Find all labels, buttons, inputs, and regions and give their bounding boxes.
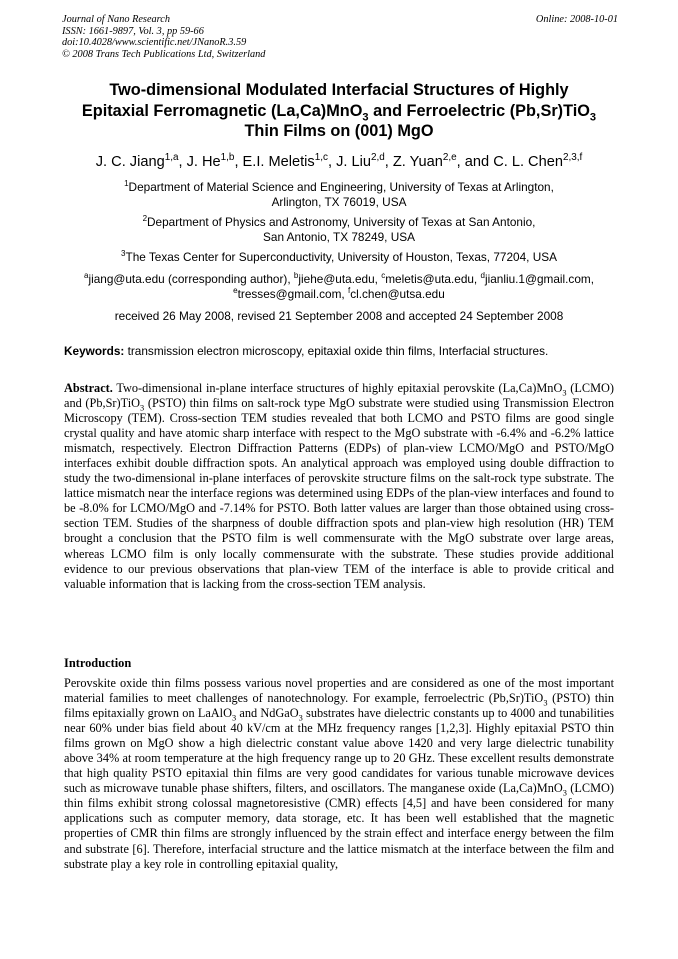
title-line-2: Epitaxial Ferromagnetic (La,Ca)MnO$_3$ and Ferroelectric (Pb,Sr)TiO$_3$: [81, 101, 597, 123]
author: Z. Yuan: [392, 154, 443, 170]
abstract-label: Abstract.: [64, 381, 113, 395]
author: E.I. Meletis: [242, 154, 315, 170]
keywords-text: transmission electron microscopy, epitaxial oxide thin films, Interfacial structures.: [124, 344, 549, 358]
author: J. C. Jiang: [95, 154, 165, 170]
section-heading-introduction: Introduction: [64, 656, 132, 670]
journal-issn: ISSN: 1661-9897, Vol. 3, pp 59-66: [62, 25, 204, 37]
author: C. L. Chen: [493, 154, 563, 170]
abstract: Abstract. Two-dimensional in-plane interface structures of highly epitaxial perovskite (La,Ca)MnO$_3$ (LCMO) and (Pb,Sr)TiO$_3$ (PSTO) thin films on salt-rock type MgO substrate were studied using Transmission Electron Microscopy (TEM). Cross-section TEM studies revealed that both LCMO and PSTO films are good single crystal quality and have atomic sharp interface with respect to the MgO substrate with -6.4% and -6.2% lattice mismatch, respectively. Electron Diffraction Patterns (EDPs) of plan-view LCMO/MgO and PSTO/MgO interfaces exhibit double diffraction spots. An analytical approach was employed using double diffraction to study the two-dimensional in-plane interfaces of perovskite structure films on the salt-rock type substrate. The lattice mismatch near the interface regions was determined using EDPs of the plan-view interfaces and found to be -8.0% for LCMO/MgO and -7.14% for PSTO. Both latter values are larger than those obtained using cross-section TEM. Studies of the sharpness of double diffraction spots and plan-view high resolution (HR) TEM brought a conclusion that the PSTO film is well commensurate with the MgO substrate over large areas, whereas LCMO film is only locally commensurate with the substrate. These studies provide additional evidence to our previous observations that plan-view TEM of the interface is able to provide critical and valuable information that is lacking from the cross-section TEM analysis.: [64, 381, 614, 591]
email-link[interactable]: meletis@uta.edu,: [385, 272, 481, 286]
affiliation-1: $^1$Department of Material Science and Engineering, University of Texas at Arlington, Arlington, TX 76019, USA: [124, 179, 554, 209]
paper-title: [40, 80, 638, 142]
title-line-1: Two-dimensional Modulated Interfacial Structures of Highly: [109, 81, 569, 99]
introduction-paragraph: Perovskite oxide thin films possess various novel properties and are considered as one of the most important material families to meet challenges of nanotechnology. For example, ferroelectric (Pb,Sr)TiO$_3$ (PSTO) thin films epitaxially grown on LaAlO$_3$ and NdGaO$_3$ substrates have dielectric constants up to 4000 and tunabilities near 60% under bias field about 40 kV/cm at the MHz frequency ranges [1,2,3]. Highly epitaxial PSTO thin films grown on MgO show a high dielectric constant value above 1420 and very large dielectric tunability above 34% at room temperature at the high frequency range up to 20 GHz. These excellent results demonstrate that high quality PSTO epitaxial thin films are very good candidates for various tunable microwave devices such as microwave tunable phase shifters, filters, and oscillators. The manganese oxide (La,Ca)MnO$_3$ (LCMO) thin films exhibit strong colossal magnetoresistive (CMR) effects [4,5] and have been considered for many applications such as computer memory, data storage, etc. It has been well established that the magnetic properties of CMR thin films are strongly influenced by the strain effect and interface energy between the film and substrate [6]. Therefore, interfacial structure and the lattice mismatch at the interface between the film and substrate play a key role in controlling epitaxial quality,: [64, 676, 614, 871]
author-list: J. C. Jiang$^{1,a}$, J. He$^{1,b}$, E.I. Meletis$^{1,c}$, J. Liu$^{2,d}$, Z. Yuan$^{2,e}$, and C. L. Chen$^{2,3,f}$: [95, 152, 583, 170]
title-line-3: Thin Films on (001) MgO: [244, 122, 434, 140]
email-link[interactable]: jiang@uta.edu (corresponding author),: [88, 272, 294, 286]
journal-copyright: © 2008 Trans Tech Publications Ltd, Switzerland: [62, 48, 266, 60]
email-link[interactable]: cl.chen@utsa.edu: [350, 287, 445, 301]
affiliation-2: $^2$Department of Physics and Astronomy, University of Texas at San Antonio, San Antonio, TX 78249, USA: [142, 214, 536, 244]
journal-header: [62, 14, 618, 60]
keywords: [64, 344, 620, 359]
email-link[interactable]: jiehe@uta.edu,: [298, 272, 382, 286]
email-link[interactable]: jianliu.1@gmail.com,: [484, 272, 594, 286]
email-link[interactable]: tresses@gmail.com,: [237, 287, 348, 301]
received-dates: received 26 May 2008, revised 21 September 2008 and accepted 24 September 2008: [114, 309, 564, 323]
author: J. Liu: [336, 154, 371, 170]
journal-name: Journal of Nano Research: [62, 14, 171, 25]
keywords-label: Keywords:: [64, 344, 125, 358]
online-date: Online: 2008-10-01: [535, 14, 618, 25]
author-emails: $^a$jiang@uta.edu (corresponding author), $^b$jiehe@uta.edu, $^c$meletis@uta.edu, $^d$jianliu.1@gmail.com, $^e$tresses@gmail.com, $^f$cl.chen@utsa.edu: [84, 271, 594, 301]
affiliation-3: $^3$The Texas Center for Superconductivity, University of Houston, Texas, 77204, USA: [121, 249, 557, 264]
author: J. He: [186, 154, 221, 170]
journal-doi: doi:10.4028/www.scientific.net/JNanoR.3.59: [62, 37, 247, 48]
